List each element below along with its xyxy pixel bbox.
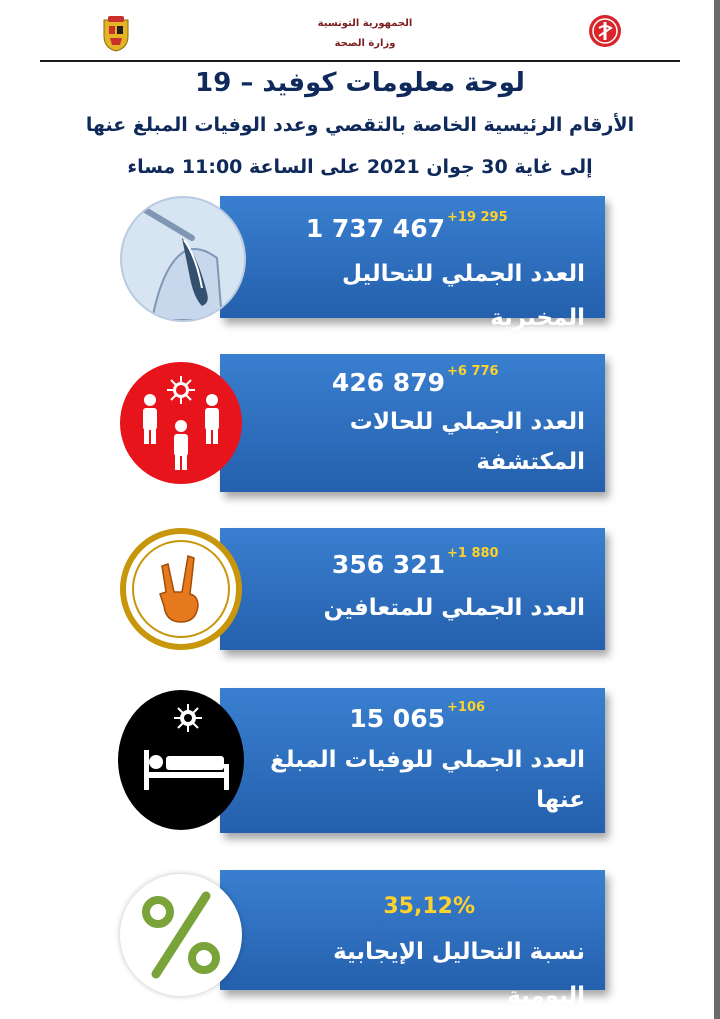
victory-hand-icon bbox=[120, 528, 242, 650]
page-subtitle: الأرقام الرئيسية الخاصة بالتقصي وعدد الوفيات المبلغ عنها bbox=[85, 114, 635, 136]
people-virus-icon bbox=[120, 362, 242, 484]
card-label-continued: المكتشفة bbox=[476, 449, 585, 475]
header-divider bbox=[40, 60, 680, 62]
card-label: نسبة التحاليل الإيجابية اليومية bbox=[333, 939, 585, 1009]
card-label-continued: عنها bbox=[536, 787, 585, 813]
card-delta: +6 776 bbox=[447, 364, 499, 379]
ministry-name: وزارة الصحة bbox=[334, 38, 396, 49]
card-delta: +19 295 bbox=[447, 210, 508, 225]
report-date: إلى غاية 30 جوان 2021 على الساعة 11:00 مساء bbox=[127, 156, 593, 178]
ministry-of-health-logo bbox=[588, 14, 622, 48]
percent-icon bbox=[120, 874, 242, 996]
card-delta: +1 880 bbox=[447, 546, 499, 561]
card-label: العدد الجملي للمتعافين bbox=[323, 595, 585, 621]
page-title: لوحة معلومات كوفيد – 19 bbox=[195, 68, 525, 98]
card-value: 15 065 bbox=[349, 704, 445, 733]
page-border bbox=[714, 0, 720, 1019]
government-name: الجمهورية التونسية bbox=[317, 18, 413, 29]
card-deaths bbox=[220, 688, 605, 833]
card-recovered bbox=[220, 528, 605, 650]
card-label: العدد الجملي للحالات bbox=[349, 409, 585, 435]
card-value: 1 737 467 bbox=[305, 214, 445, 243]
card-positivity-rate bbox=[220, 870, 605, 1009]
patient-bed-virus-icon bbox=[118, 690, 244, 830]
header bbox=[0, 0, 714, 62]
card-label: العدد الجملي للوفيات المبلغ bbox=[270, 747, 585, 773]
card-value: 356 321 bbox=[331, 550, 445, 579]
card-detected-cases bbox=[220, 354, 605, 492]
card-lab-tests bbox=[220, 196, 605, 331]
card-value: 35,12% bbox=[383, 894, 475, 919]
tunisia-coat-of-arms-icon bbox=[100, 14, 132, 52]
lab-test-swab-icon bbox=[120, 196, 246, 322]
card-delta: +106 bbox=[447, 700, 486, 715]
card-label: العدد الجملي للتحاليل المخبرية bbox=[342, 261, 585, 331]
card-value: 426 879 bbox=[331, 368, 445, 397]
